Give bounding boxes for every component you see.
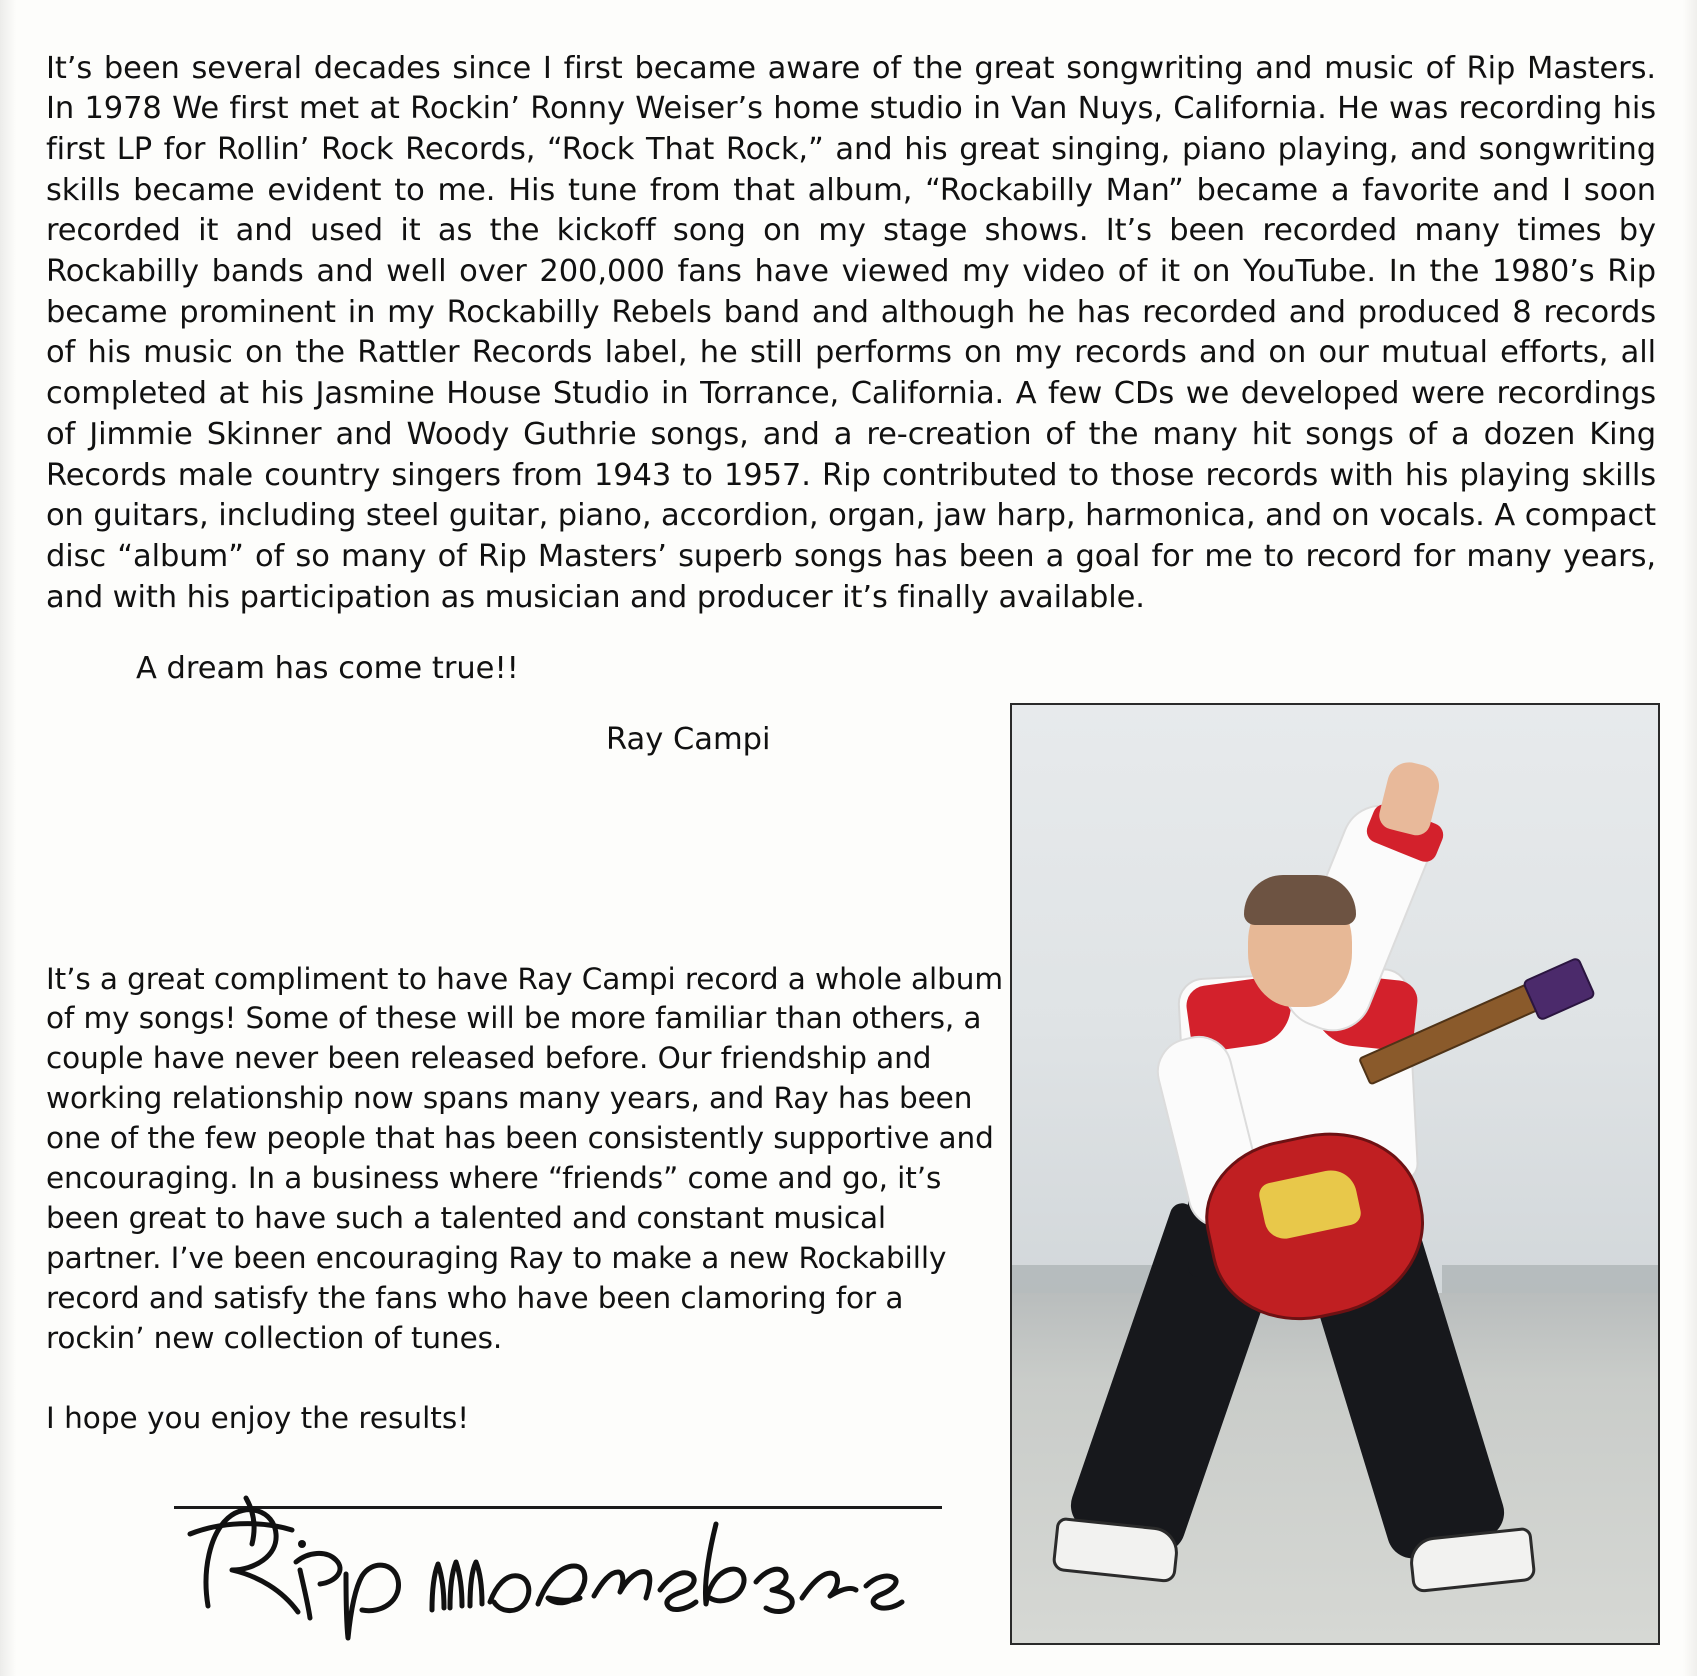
campi-main-paragraph: It’s been several decades since I first became aware of the great songwriting and music of Rip Masters. In 1978 We first met at Rockin’ Ronny Weiser’s home studio in Van Nuys, California. He was recording his first LP for Rollin’ Rock Records, “Rock That Rock,” and his great singing, piano playing, and songwriting skills became evident to me. His tune from that album, “Rockabilly Man” became a favorite and I soon recorded it and used it as the kickoff song on my stage shows. It’s been recorded many times by Rockabilly bands and well over 200,000 fans have viewed my video of it on YouTube. In the 1980’s Rip became prominent in my Rockabilly Rebels band and although he has recorded and produced 8 records of his music on the Rattler Records label, he still performs on my records and on our mutual efforts, all completed at his Jasmine House Studio in Torrance, California. A few CDs we developed were recordings of Jimmie Skinner and Woody Guthrie songs, and a re-creation of the many hit songs of a dozen King Records male country singers from 1943 to 1957. Rip contributed to those records with his playing skills on guitars, including steel guitar, piano, accordion, organ, jaw harp, harmonica, and on vocals. A compact disc “album” of so many of Rip Masters’ superb songs has been a goal for me to record for many years, and with his participation as musician and producer it’s finally available. [46, 50, 1656, 615]
photo-figure [1012, 705, 1658, 1643]
masters-main-paragraph: It’s a great compliment to have Ray Campi record a whole album of my songs! Some of these will be more familiar than others, a couple have never been released before. Our friendship and working relationship now spans many years, and Ray has been one of the few people that has been consistently supportive and encouraging. In a business where “friends” come and go, it’s been great to have such a talented and constant musical partner. I’ve been encouraging Ray to make a new Rockabilly record and satisfy the fans who have been clamoring for a rockin’ new collection of tunes. [46, 961, 1003, 1356]
campi-signature-name: Ray Campi [606, 722, 771, 758]
signature-ink [150, 1478, 950, 1648]
artist-photo [1010, 703, 1660, 1645]
campi-note-block [46, 18, 1656, 791]
campi-dream-line: A dream has come true!! [136, 650, 519, 686]
figure-hair [1244, 875, 1356, 925]
masters-hope-line: I hope you enjoy the results! [46, 1401, 470, 1436]
masters-note-block [46, 930, 1006, 1469]
masters-signature [150, 1478, 950, 1648]
